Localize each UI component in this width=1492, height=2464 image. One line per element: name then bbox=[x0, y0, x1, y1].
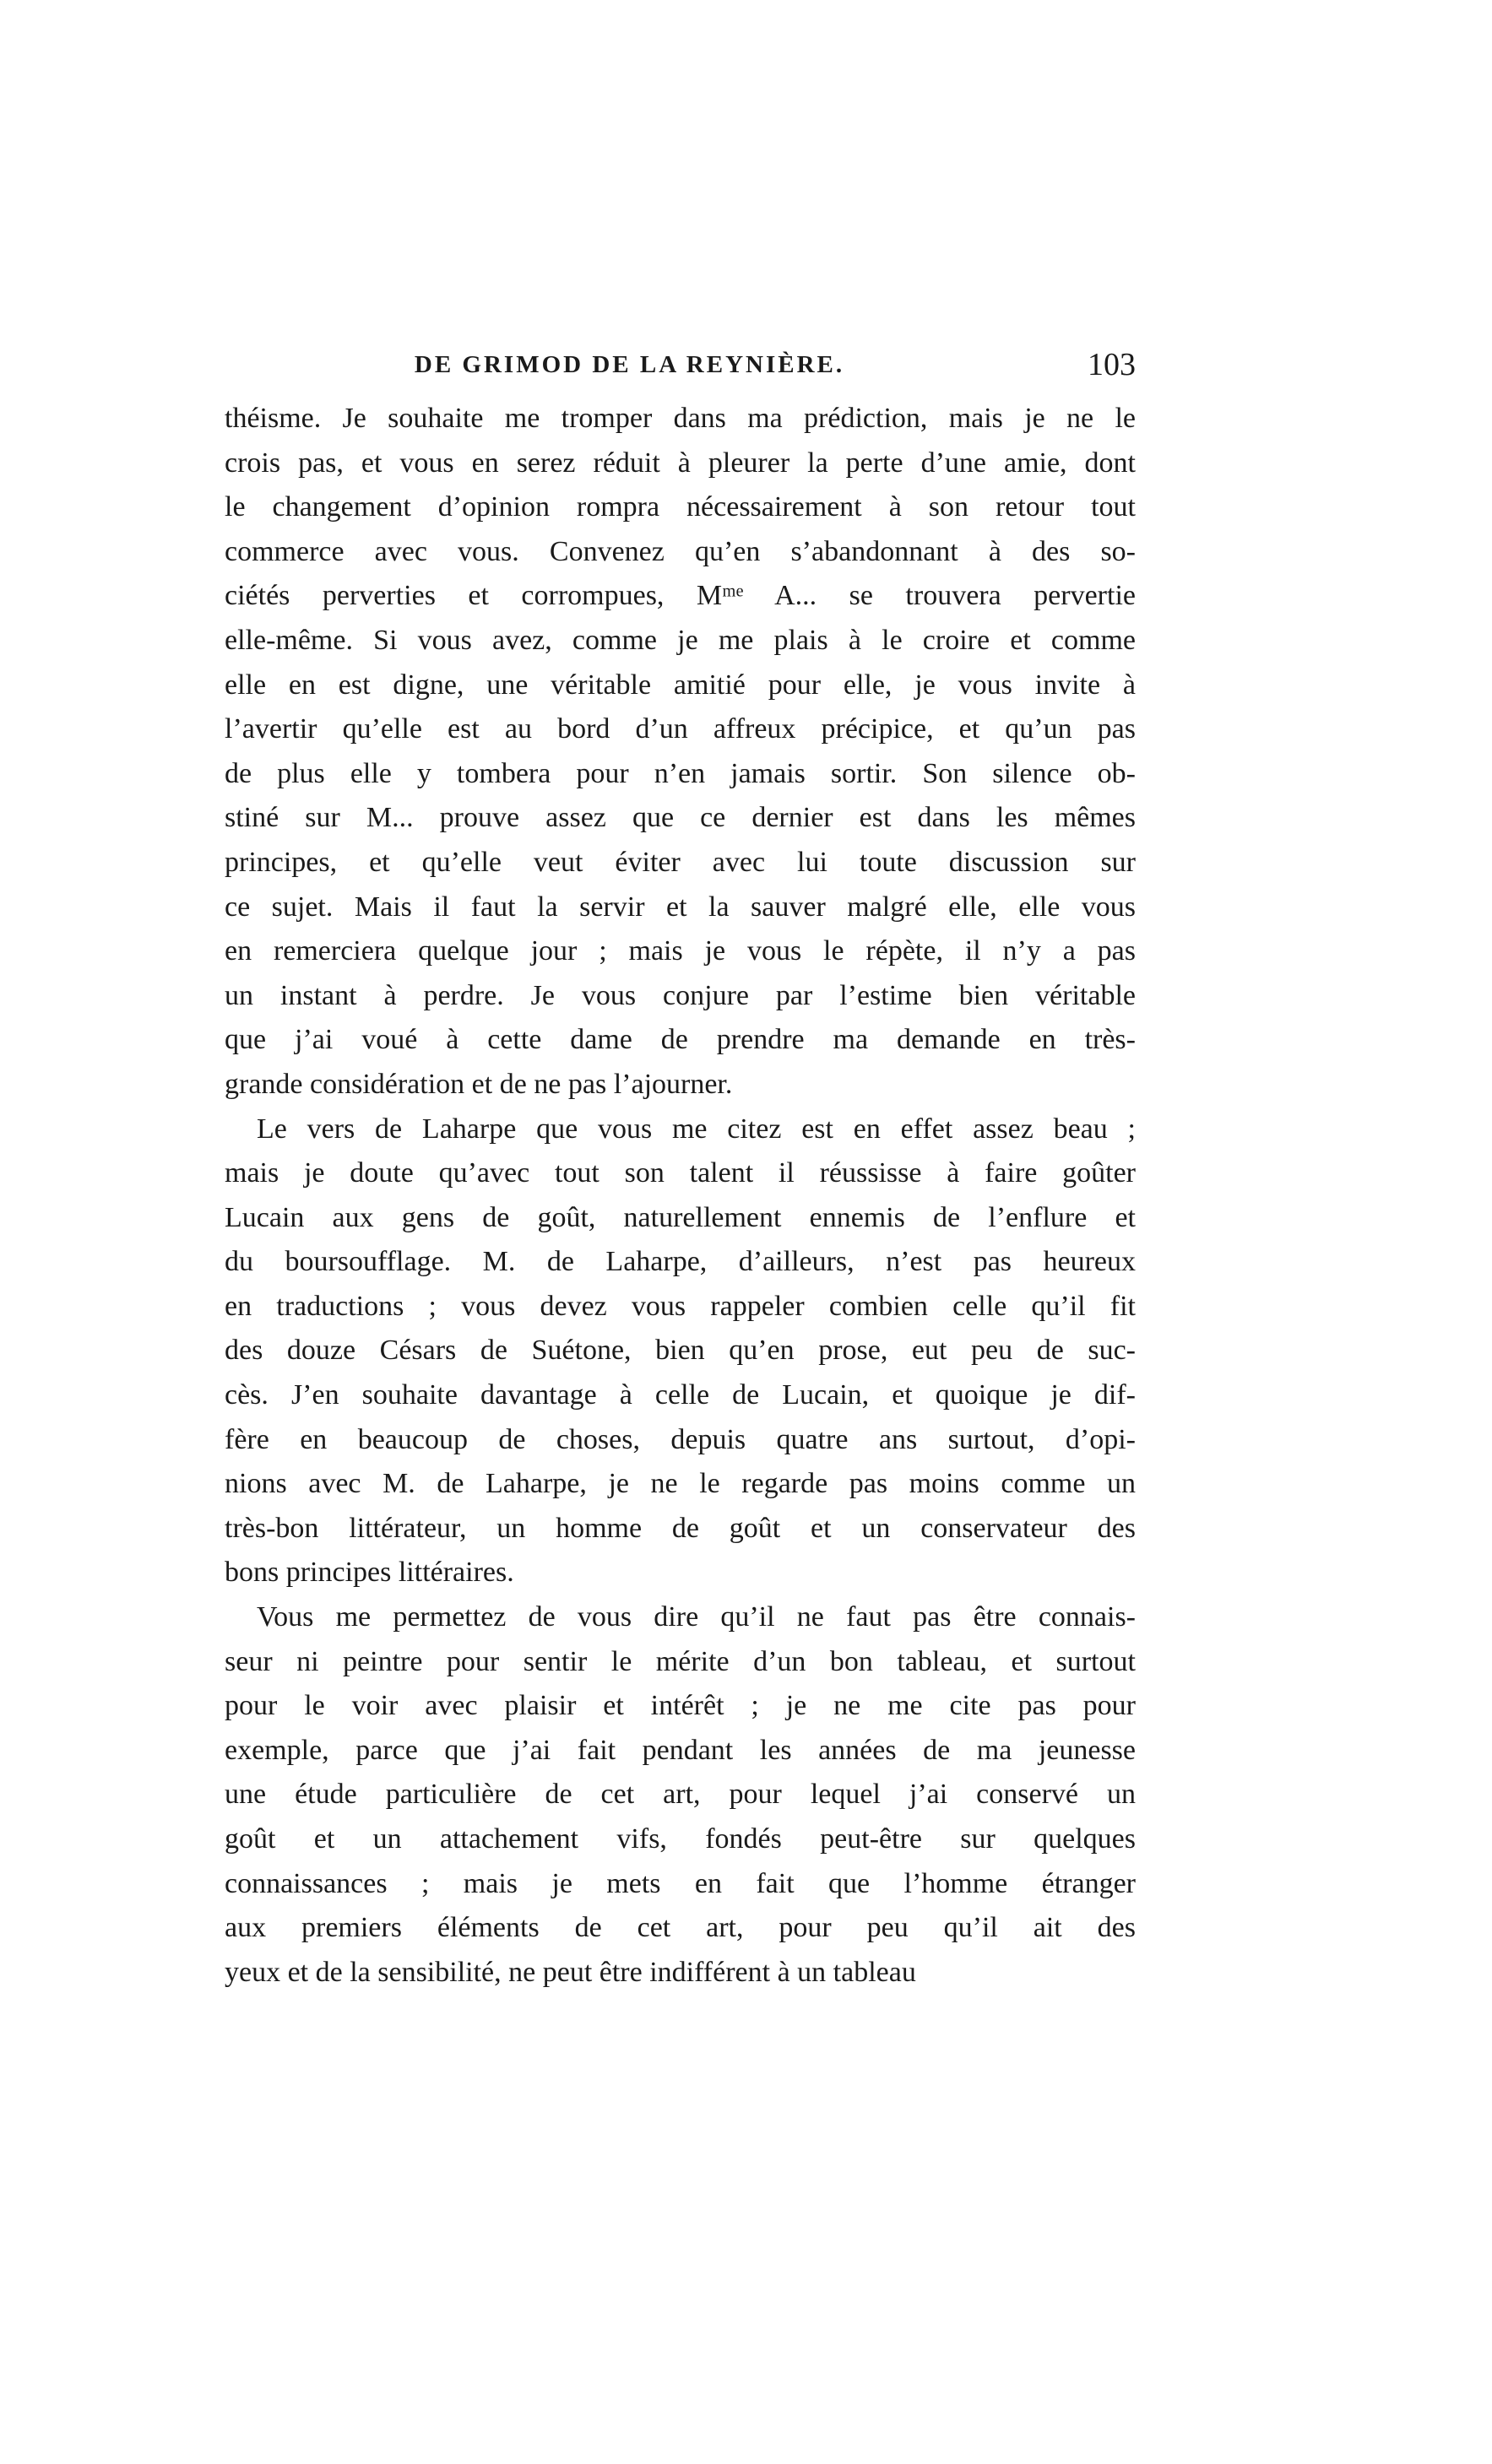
text-line: mais je doute qu’avec tout son talent il réussisse à faire goûter bbox=[225, 1157, 1136, 1189]
text-line: elle en est digne, une véritable amitié pour elle, je vous invite à bbox=[225, 669, 1136, 701]
text-line: crois pas, et vous en serez réduit à pleurer la perte d’une amie, dont bbox=[225, 447, 1136, 479]
text-line: l’avertir qu’elle est au bord d’un affreux précipice, et qu’un pas bbox=[225, 713, 1136, 745]
text-line: principes, et qu’elle veut éviter avec lui toute discussion sur bbox=[225, 846, 1136, 878]
text-line: des douze Césars de Suétone, bien qu’en prose, eut peu de suc- bbox=[225, 1335, 1136, 1367]
paragraph bbox=[225, 1595, 1136, 1995]
text-line: exemple, parce que j’ai fait pendant les années de ma jeunesse bbox=[225, 1734, 1136, 1766]
text-line: du boursoufflage. M. de Laharpe, d’ailleurs, n’est pas heureux bbox=[225, 1246, 1136, 1278]
text-line: Vous me permettez de vous dire qu’il ne faut pas être connais- bbox=[257, 1601, 1136, 1633]
text-line: de plus elle y tombera pour n’en jamais sortir. Son silence ob- bbox=[225, 757, 1136, 789]
text-line: Le vers de Laharpe que vous me citez est en effet assez beau ; bbox=[257, 1113, 1136, 1145]
text-line: yeux et de la sensibilité, ne peut être indifférent à un tableau bbox=[225, 1956, 916, 1988]
text-line: un instant à perdre. Je vous conjure par l’estime bien véritable bbox=[225, 979, 1136, 1011]
text-line: stiné sur M... prouve assez que ce dernier est dans les mêmes bbox=[225, 802, 1136, 834]
text-line: une étude particulière de cet art, pour lequel j’ai conservé un bbox=[225, 1779, 1136, 1811]
text-line: très-bon littérateur, un homme de goût et un conservateur des bbox=[225, 1512, 1136, 1544]
body-text bbox=[225, 397, 1136, 1995]
text-line: ce sujet. Mais il faut la servir et la sauver malgré elle, elle vous bbox=[225, 891, 1136, 923]
running-head-title: DE GRIMOD DE LA REYNIÈRE. bbox=[414, 351, 845, 378]
paragraph bbox=[225, 397, 1136, 1107]
text-line: fère en beaucoup de choses, depuis quatre ans surtout, d’opi- bbox=[225, 1423, 1136, 1455]
text-line: nions avec M. de Laharpe, je ne le regarde pas moins comme un bbox=[225, 1468, 1136, 1500]
page-number: 103 bbox=[1088, 347, 1136, 382]
text-line: théisme. Je souhaite me tromper dans ma prédiction, mais je ne le bbox=[225, 403, 1136, 434]
text-line: grande considération et de ne pas l’ajourner. bbox=[225, 1068, 733, 1100]
text-line: ciétés perverties et corrompues, Mᵐᵉ A... se trouvera pervertie bbox=[225, 580, 1136, 612]
text-line: Lucain aux gens de goût, naturellement ennemis de l’enflure et bbox=[225, 1201, 1136, 1233]
text-line: seur ni peintre pour sentir le mérite d’un bon tableau, et surtout bbox=[225, 1645, 1136, 1677]
text-line: elle-même. Si vous avez, comme je me plais à le croire et comme bbox=[225, 624, 1136, 656]
text-line: en remerciera quelque jour ; mais je vous le répète, il n’y a pas bbox=[225, 935, 1136, 967]
text-line: commerce avec vous. Convenez qu’en s’abandonnant à des so- bbox=[225, 535, 1136, 567]
text-line: que j’ai voué à cette dame de prendre ma demande en très- bbox=[225, 1024, 1136, 1056]
text-line: connaissances ; mais je mets en fait que l’homme étranger bbox=[225, 1867, 1136, 1899]
text-line: en traductions ; vous devez vous rappeler combien celle qu’il fit bbox=[225, 1290, 1136, 1322]
text-line: bons principes littéraires. bbox=[225, 1557, 514, 1589]
text-line: pour le voir avec plaisir et intérêt ; je ne me cite pas pour bbox=[225, 1690, 1136, 1722]
paragraph bbox=[225, 1107, 1136, 1596]
text-line: goût et un attachement vifs, fondés peut-être sur quelques bbox=[225, 1823, 1136, 1855]
text-line: cès. J’en souhaite davantage à celle de Lucain, et quoique je dif- bbox=[225, 1379, 1136, 1411]
text-line: le changement d’opinion rompra nécessairement à son retour tout bbox=[225, 491, 1136, 523]
running-head bbox=[225, 348, 1136, 390]
text-line: aux premiers éléments de cet art, pour peu qu’il ait des bbox=[225, 1912, 1136, 1944]
